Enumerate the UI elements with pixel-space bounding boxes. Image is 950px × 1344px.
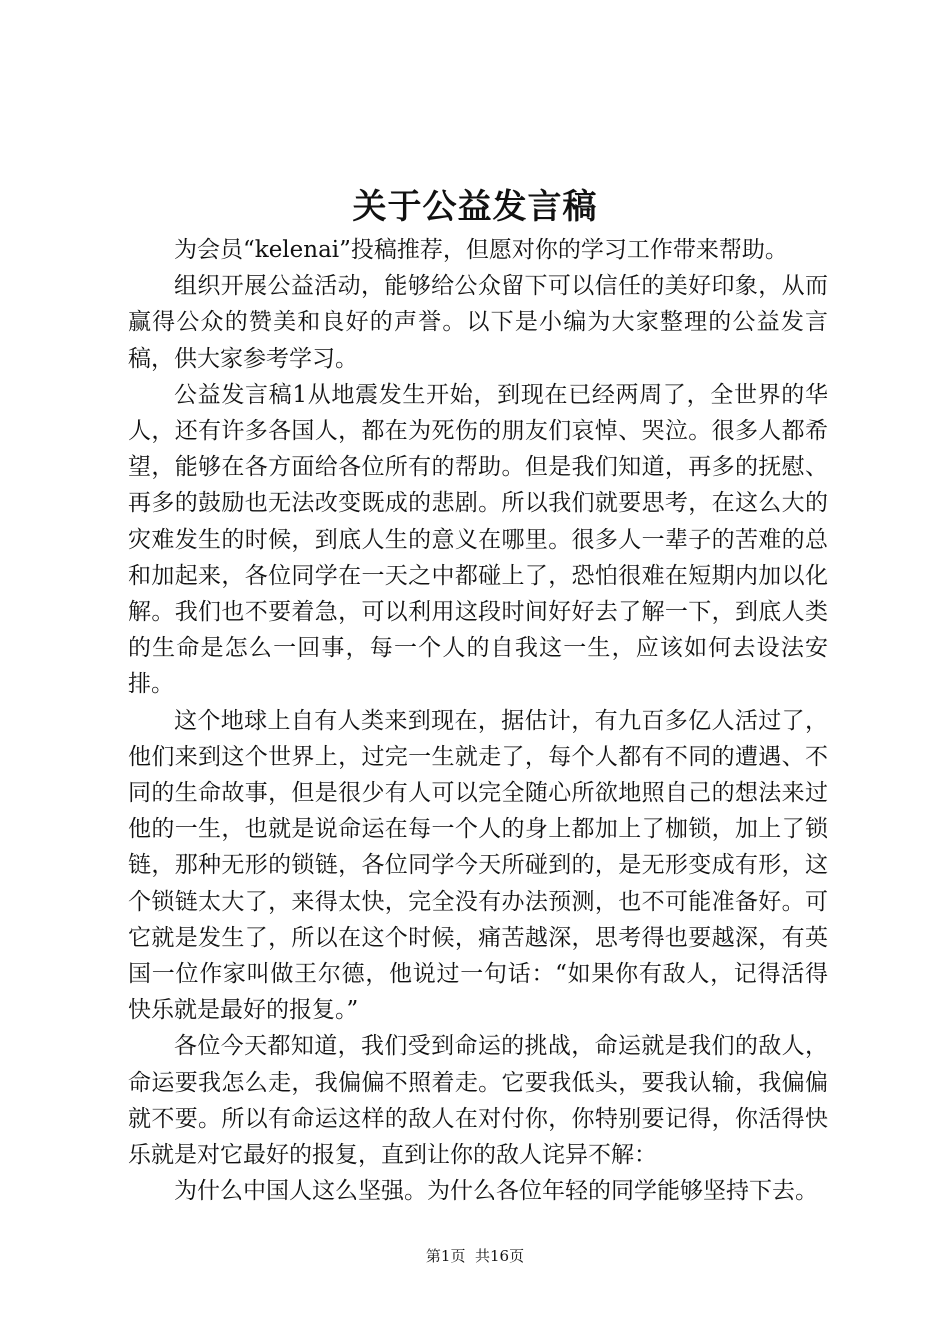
paragraph: 为什么中国人这么坚强。为什么各位年轻的同学能够坚持下去。 bbox=[174, 1178, 818, 1205]
paragraph: 各位今天都知道，我们受到命运的挑战，命运就是我们的敌人，命运要我怎么走，我偏偏不照着走。它要我低头，要我认输，我偏偏就不要。所以有命运这样的敌人在对付你，你特别要记得，你活得快乐就是对它最好的报复，直到让你的敌人诧异不解： bbox=[128, 1033, 828, 1169]
page-footer bbox=[0, 1244, 950, 1268]
paragraph: 公益发言稿1从地震发生开始，到现在已经两周了，全世界的华人，还有许多各国人，都在为死伤的朋友们哀悼、哭泣。很多人都希望，能够在各方面给各位所有的帮助。但是我们知道，再多的抚慰、再多的鼓励也无法改变既成的悲剧。所以我们就要思考，在这么大的灾难发生的时候，到底人生的意义在哪里。很多人一辈子的苦难的总和加起来，各位同学在一天之中都碰上了，恐怕很难在短期内加以化解。我们也不要着急，可以利用这段时间好好去了解一下，到底人类的生命是怎么一回事，每一个人的自我这一生，应该如何去设法安排。 bbox=[128, 381, 828, 698]
document-title: 关于公益发言稿 bbox=[352, 187, 598, 227]
paragraph: 为会员“kelenai”投稿推荐，但愿对你的学习工作带来帮助。 bbox=[174, 237, 788, 263]
document-body bbox=[128, 232, 828, 1209]
paragraph: 组织开展公益活动，能够给公众留下可以信任的美好印象，从而赢得公众的赞美和良好的声誉。以下是小编为大家整理的公益发言稿，供大家参考学习。 bbox=[128, 273, 828, 372]
page-number: 第1页 共16页 bbox=[425, 1247, 525, 1265]
paragraph: 这个地球上自有人类来到现在，据估计，有九百多亿人活过了，他们来到这个世界上，过完一生就走了，每个人都有不同的遭遇、不同的生命故事，但是很少有人可以完全随心所欲地照自己的想法来过他的一生，也就是说命运在每一个人的身上都加上了枷锁，加上了锁链，那种无形的锁链，各位同学今天所碰到的，是无形变成有形，这个锁链太大了，来得太快，完全没有办法预测，也不可能准备好。可它就是发生了，所以在这个时候，痛苦越深，思考得也要越深，有英国一位作家叫做王尔德，他说过一句话：“如果你有敌人，记得活得快乐就是最好的报复。” bbox=[128, 707, 828, 1024]
